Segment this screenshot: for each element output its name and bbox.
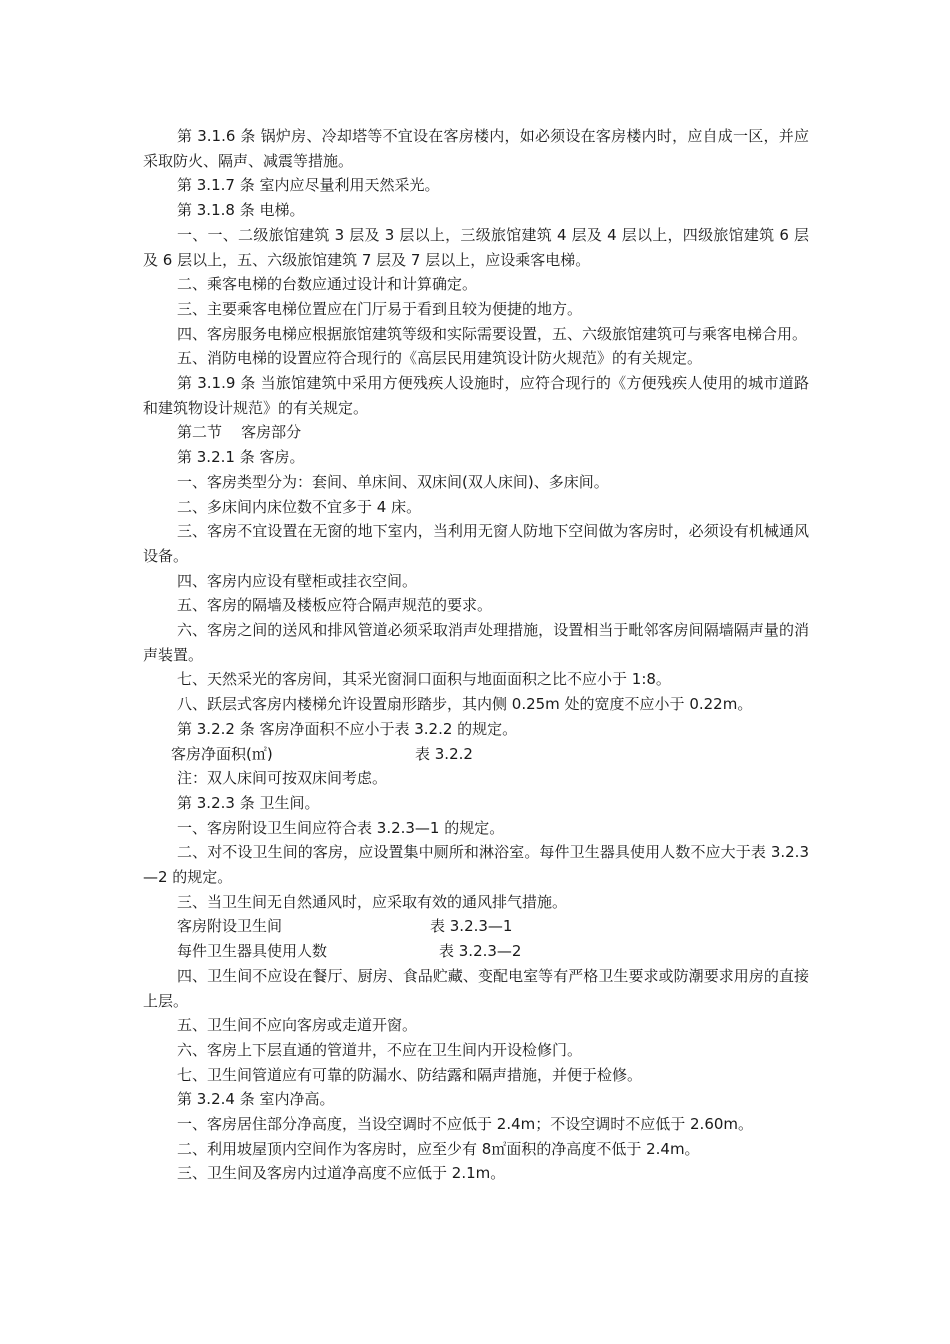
paragraph: 一、客房附设卫生间应符合表 3.2.3—1 的规定。 xyxy=(177,818,505,837)
table-caption-number: 表 3.2.2 xyxy=(415,744,473,763)
paragraph: 七、天然采光的客房间，其采光窗洞口面积与地面面积之比不应小于 1:8。 xyxy=(177,670,671,689)
table-caption-number: 表 3.2.3—2 xyxy=(439,942,522,961)
paragraph: 一、客房类型分为：套间、单床间、双床间(双人床间)、多床间。 xyxy=(177,472,609,491)
paragraph: 六、客房之间的送风和排风管道必须采取消声处理措施，设置相当于毗邻客房间隔墙隔声量的消声装置。 xyxy=(143,621,809,664)
table-caption-number: 表 3.2.3—1 xyxy=(430,917,513,936)
paragraph: 第 3.2.2 条 客房净面积不应小于表 3.2.2 的规定。 xyxy=(177,719,518,738)
paragraph: 三、卫生间及客房内过道净高度不应低于 2.1m。 xyxy=(177,1164,506,1183)
paragraph: 六、客房上下层直通的管道井，不应在卫生间内开设检修门。 xyxy=(177,1040,583,1059)
table-caption-3-2-3-2 xyxy=(143,939,809,964)
paragraph: 第 3.2.3 条 卫生间。 xyxy=(177,793,320,812)
paragraph: 三、客房不宜设置在无窗的地下室内，当利用无窗人防地下空间做为客房时，必须设有机械通风设备。 xyxy=(143,522,809,565)
paragraph: 五、卫生间不应向客房或走道开窗。 xyxy=(177,1016,418,1035)
document-body xyxy=(143,124,809,1186)
paragraph: 三、当卫生间无自然通风时，应采取有效的通风排气措施。 xyxy=(177,892,568,911)
paragraph: 第 3.1.8 条 电梯。 xyxy=(177,201,305,220)
paragraph: 第 3.1.7 条 室内应尽量利用天然采光。 xyxy=(177,176,440,195)
paragraph: 第 3.1.9 条 当旅馆建筑中采用方便残疾人设施时，应符合现行的《方便残疾人使用的城市道路和建筑物设计规范》的有关规定。 xyxy=(143,374,809,417)
paragraph: 第 3.2.1 条 客房。 xyxy=(177,448,305,467)
paragraph: 四、客房服务电梯应根据旅馆建筑等级和实际需要设置，五、六级旅馆建筑可与乘客电梯合用。 xyxy=(177,324,808,343)
paragraph: 五、客房的隔墙及楼板应符合隔声规范的要求。 xyxy=(177,596,493,615)
table-caption-3-2-3-1 xyxy=(143,914,809,939)
paragraph: 一、一、二级旅馆建筑 3 层及 3 层以上，三级旅馆建筑 4 层及 4 层以上，四级旅馆建筑 6 层及 6 层以上，五、六级旅馆建筑 7 层及 7 层以上，应设乘客电梯。 xyxy=(143,225,809,269)
paragraph: 第 3.1.6 条 锅炉房、冷却塔等不宜设在客房楼内，如必须设在客房楼内时，应自成一区，并应采取防火、隔声、减震等措施。 xyxy=(143,127,809,170)
section-heading: 第二节 客房部分 xyxy=(177,423,302,442)
paragraph: 二、利用坡屋顶内空间作为客房时，应至少有 8㎡面积的净高度不低于 2.4m。 xyxy=(177,1139,700,1158)
table-caption-3-2-2 xyxy=(143,742,809,767)
paragraph: 二、对不设卫生间的客房，应设置集中厕所和淋浴室。每件卫生器具使用人数不应大于表 3.2.3—2 的规定。 xyxy=(143,843,809,887)
table-caption-label: 客房净面积(㎡) xyxy=(171,744,273,763)
paragraph: 五、消防电梯的设置应符合现行的《高层民用建筑设计防火规范》的有关规定。 xyxy=(177,349,703,368)
paragraph: 二、多床间内床位数不宜多于 4 床。 xyxy=(177,497,422,516)
paragraph: 一、客房居住部分净高度，当设空调时不应低于 2.4m；不设空调时不应低于 2.60m。 xyxy=(177,1115,754,1134)
paragraph: 三、主要乘客电梯位置应在门厅易于看到且较为便捷的地方。 xyxy=(177,299,583,318)
paragraph: 第 3.2.4 条 室内净高。 xyxy=(177,1090,335,1109)
table-caption-label: 每件卫生器具使用人数 xyxy=(177,942,328,961)
paragraph: 四、客房内应设有壁柜或挂衣空间。 xyxy=(177,571,418,590)
paragraph: 四、卫生间不应设在餐厅、厨房、食品贮藏、变配电室等有严格卫生要求或防潮要求用房的直接上层。 xyxy=(143,966,809,1010)
paragraph: 八、跃层式客房内楼梯允许设置扇形踏步，其内侧 0.25m 处的宽度不应小于 0.22m。 xyxy=(177,695,753,714)
table-caption-label: 客房附设卫生间 xyxy=(177,917,283,936)
paragraph: 二、乘客电梯的台数应通过设计和计算确定。 xyxy=(177,275,478,294)
note: 注：双人床间可按双床间考虑。 xyxy=(177,769,388,788)
paragraph: 七、卫生间管道应有可靠的防漏水、防结露和隔声措施，并便于检修。 xyxy=(177,1065,643,1084)
